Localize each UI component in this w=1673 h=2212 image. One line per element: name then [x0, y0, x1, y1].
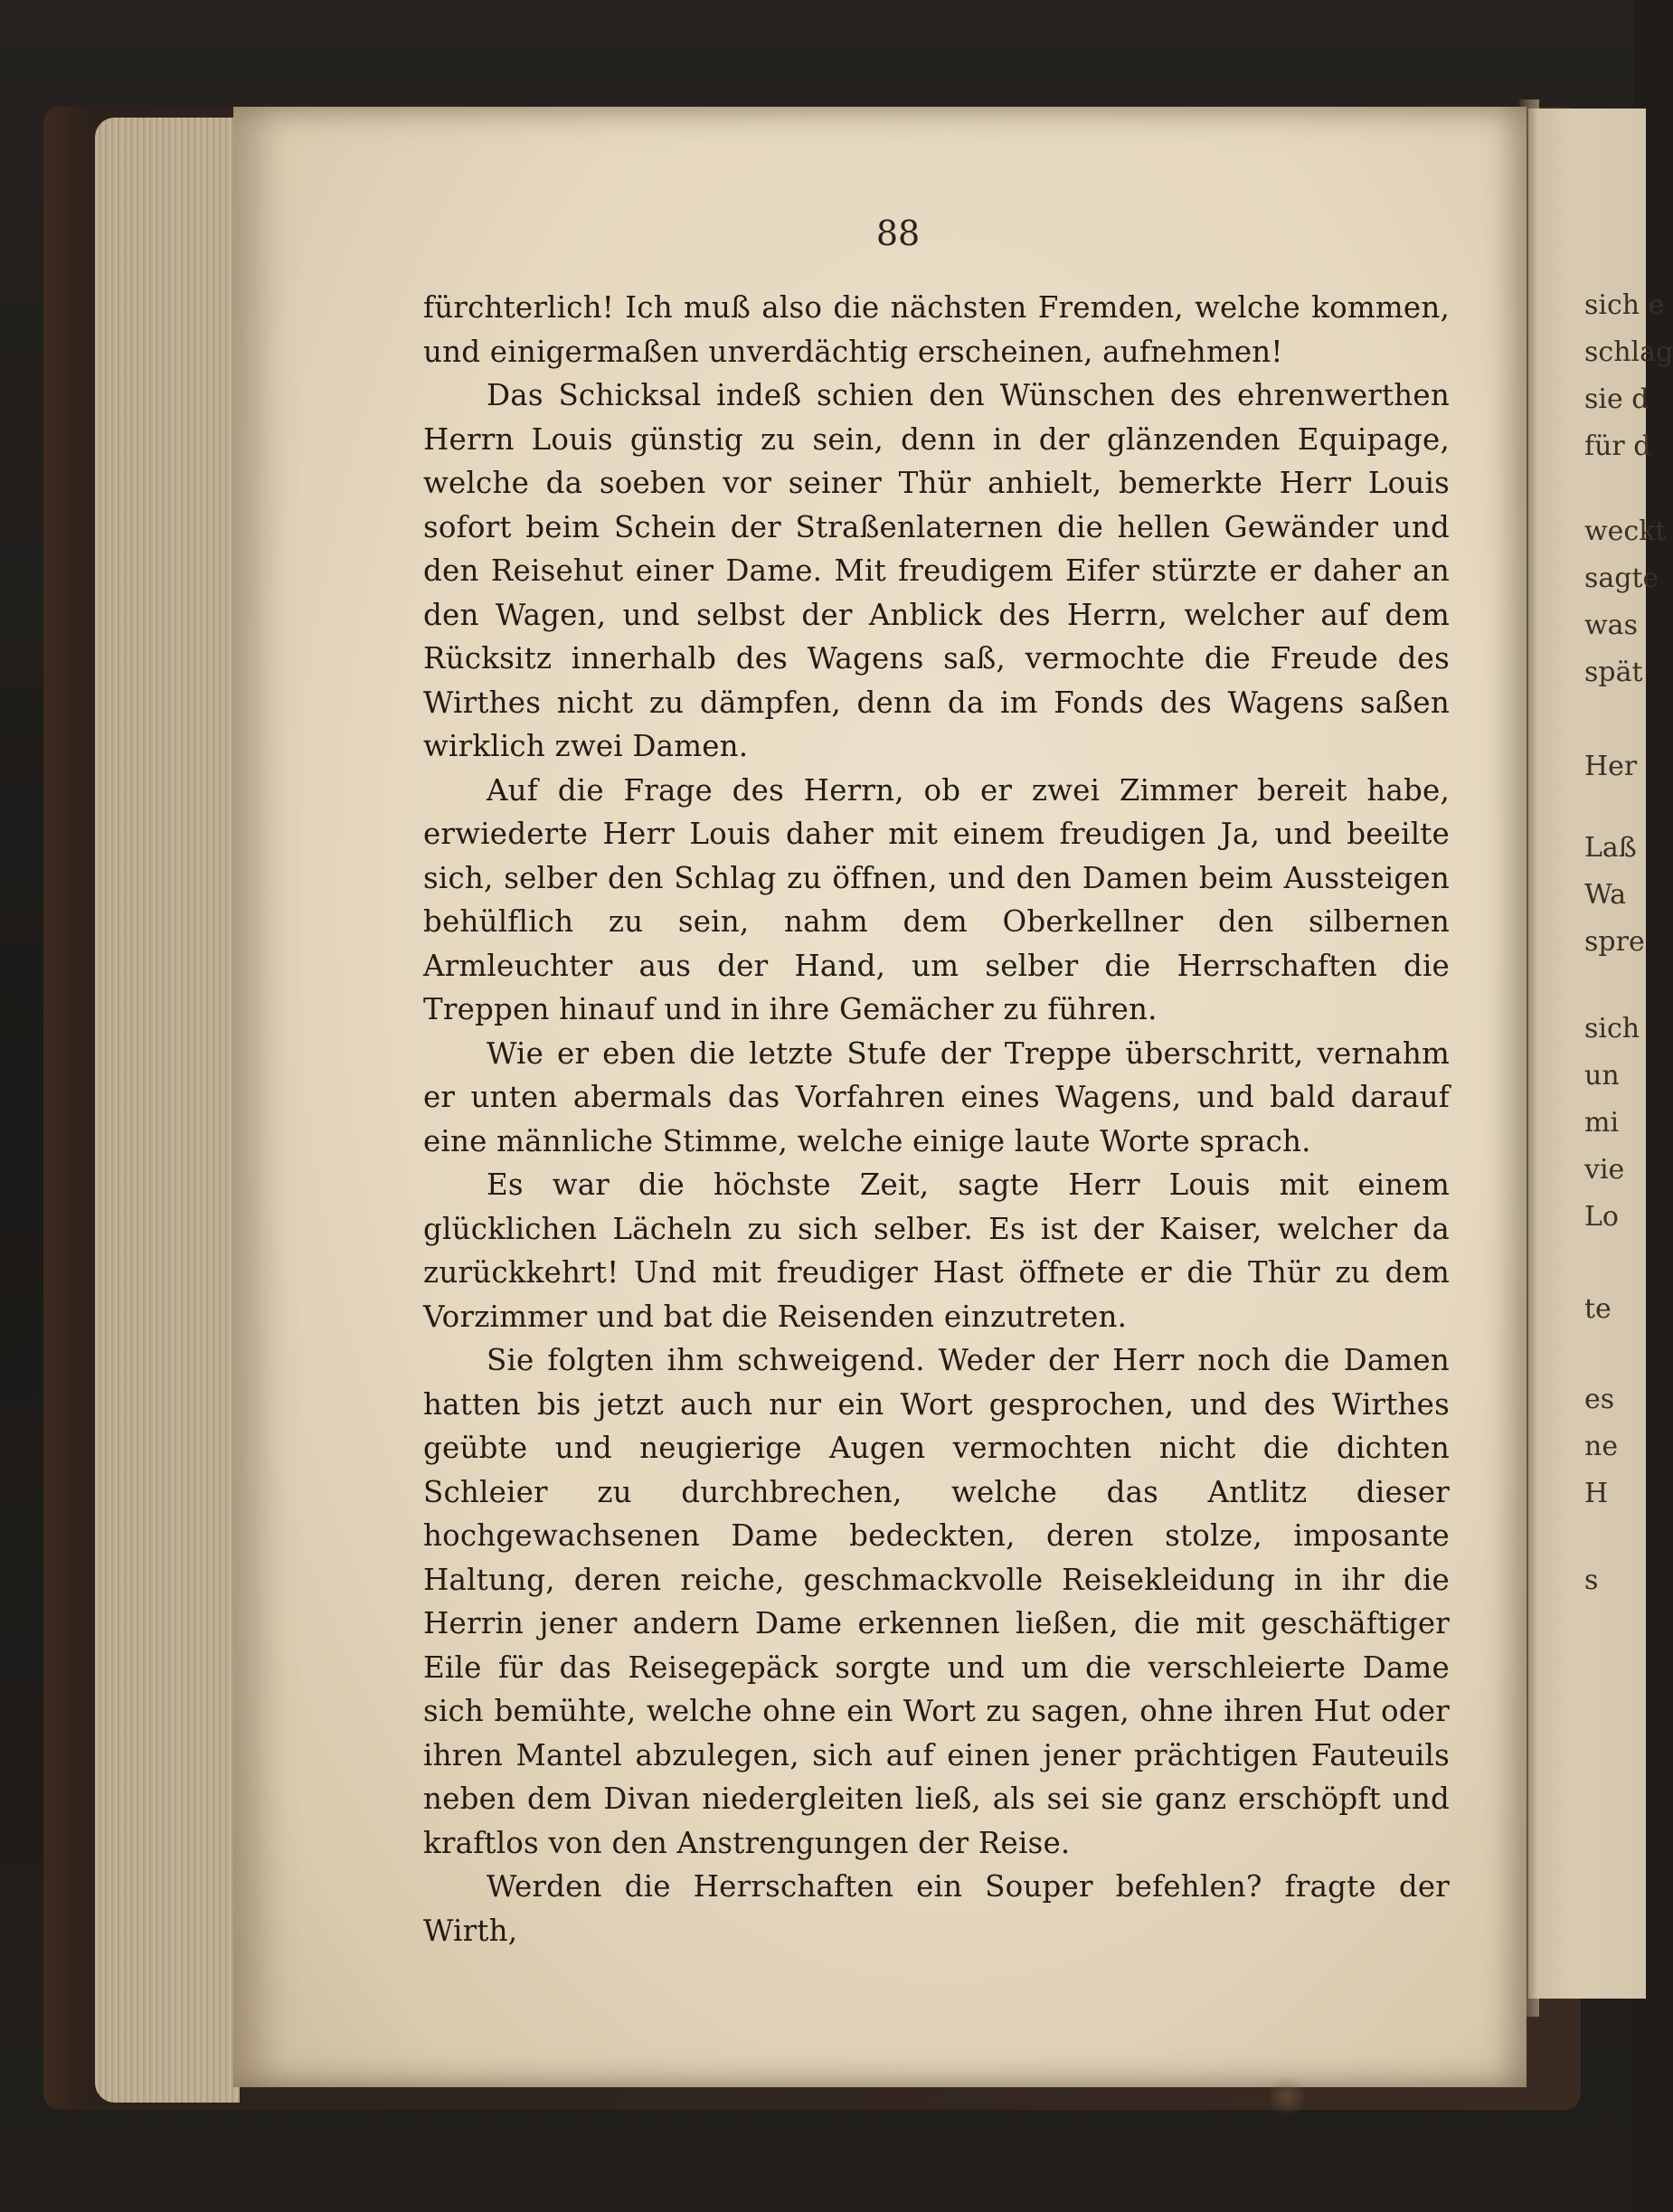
- facing-page-fragment: weckt: [1584, 515, 1667, 547]
- paragraph: fürchterlich! Ich muß also die nächsten Fremden, welche kommen, und einigermaßen unverdächtig erscheinen, aufnehmen!: [423, 290, 1450, 369]
- facing-page-fragment: Her: [1584, 751, 1638, 782]
- facing-page-fragment: un: [1584, 1060, 1620, 1092]
- paragraph: Wie er eben die letzte Stufe der Treppe überschritt, vernahm er unten abermals das Vorfahren eines Wagens, und bald darauf eine männliche Stimme, welche einige laute Worte sprach.: [423, 1035, 1450, 1158]
- facing-page-fragment: te: [1584, 1293, 1612, 1325]
- page-body-text: [423, 286, 1450, 1952]
- facing-page-fragment: ne: [1584, 1431, 1619, 1462]
- facing-page-fragment: es: [1584, 1384, 1615, 1415]
- facing-page-fragment: Laß: [1584, 832, 1637, 864]
- paragraph: Werden die Herrschaften ein Souper befehlen? fragte der Wirth,: [423, 1869, 1450, 1948]
- facing-page-fragment: Lo: [1584, 1201, 1619, 1233]
- facing-page-fragment: spre: [1584, 926, 1645, 958]
- page-stain: [1269, 2074, 1305, 2119]
- facing-page-fragment: für d: [1584, 430, 1651, 462]
- facing-page-fragment: H: [1584, 1478, 1609, 1509]
- page-edges: [95, 118, 240, 2103]
- paragraph: Auf die Frage des Herrn, ob er zwei Zimmer bereit habe, erwiederte Herr Louis daher mit einem freudigen Ja, und beeilte sich, selber den Schlag zu öffnen, und den Damen beim Aussteigen behülflich zu sein, nahm dem Oberkellner den silbernen Armleuchter aus der Hand, um selber die Herrschaften die Treppen hinauf und in ihre Gemächer zu führen.: [423, 772, 1450, 1026]
- paragraph: Sie folgten ihm schweigend. Weder der Herr noch die Damen hatten bis jetzt auch nur ein Wort gesprochen, und des Wirthes geübte und neugierige Augen vermochten nicht die dichten Schleier zu durchbrechen, welche das Antlitz dieser hochgewachsenen Dame bedeckten, deren stolze, imposante Haltung, deren reiche, geschmackvolle Reisekleidung in ihr die Herrin jener andern Dame erkennen ließen, die mit geschäftiger Eile für das Reisegepäck sorgte und um die verschleierte Dame sich bemühte, welche ohne ein Wort zu sagen, ohne ihren Hut oder ihren Mantel abzulegen, sich auf einen jener prächtigen Fauteuils neben dem Divan niedergleiten ließ, als sei sie ganz erschöpft und kraftlos von den Anstrengungen der Reise.: [423, 1343, 1450, 1860]
- facing-page-fragment: sagte: [1584, 562, 1659, 594]
- paragraph: Es war die höchste Zeit, sagte Herr Louis mit einem glücklichen Lächeln zu sich selber. Es ist der Kaiser, welcher da zurückkehrt! Und mit freudiger Hast öffnete er die Thür zu dem Vorzimmer und bat die Reisenden einzutreten.: [423, 1167, 1450, 1334]
- facing-page-fragment: schlag: [1584, 336, 1673, 368]
- facing-page-fragment: sich: [1584, 1013, 1640, 1045]
- facing-page-fragment: was: [1584, 610, 1638, 641]
- facing-page-fragment: vie: [1584, 1154, 1625, 1186]
- facing-page-fragment: s: [1584, 1564, 1599, 1596]
- facing-page-fragment: Wa: [1584, 879, 1627, 911]
- book-page: [233, 107, 1526, 2087]
- facing-page-fragment: spät: [1584, 657, 1643, 688]
- facing-page-fragment: mi: [1584, 1107, 1620, 1139]
- page-number: 88: [875, 213, 921, 253]
- facing-page-fragment: sich e: [1584, 289, 1665, 321]
- paragraph: Das Schicksal indeß schien den Wünschen des ehrenwerthen Herrn Louis günstig zu sein, denn in der glänzenden Equipage, welche da soeben vor seiner Thür anhielt, bemerkte Herr Louis sofort beim Schein der Straßenlaternen die hellen Gewänder und den Reisehut einer Dame. Mit freudigem Eifer stürzte er daher an den Wagen, und selbst der Anblick des Herrn, welcher auf dem Rücksitz innerhalb des Wagens saß, vermochte die Freude des Wirthes nicht zu dämpfen, denn da im Fonds des Wagens saßen wirklich zwei Damen.: [423, 378, 1450, 763]
- facing-page-fragment: sie d: [1584, 383, 1649, 415]
